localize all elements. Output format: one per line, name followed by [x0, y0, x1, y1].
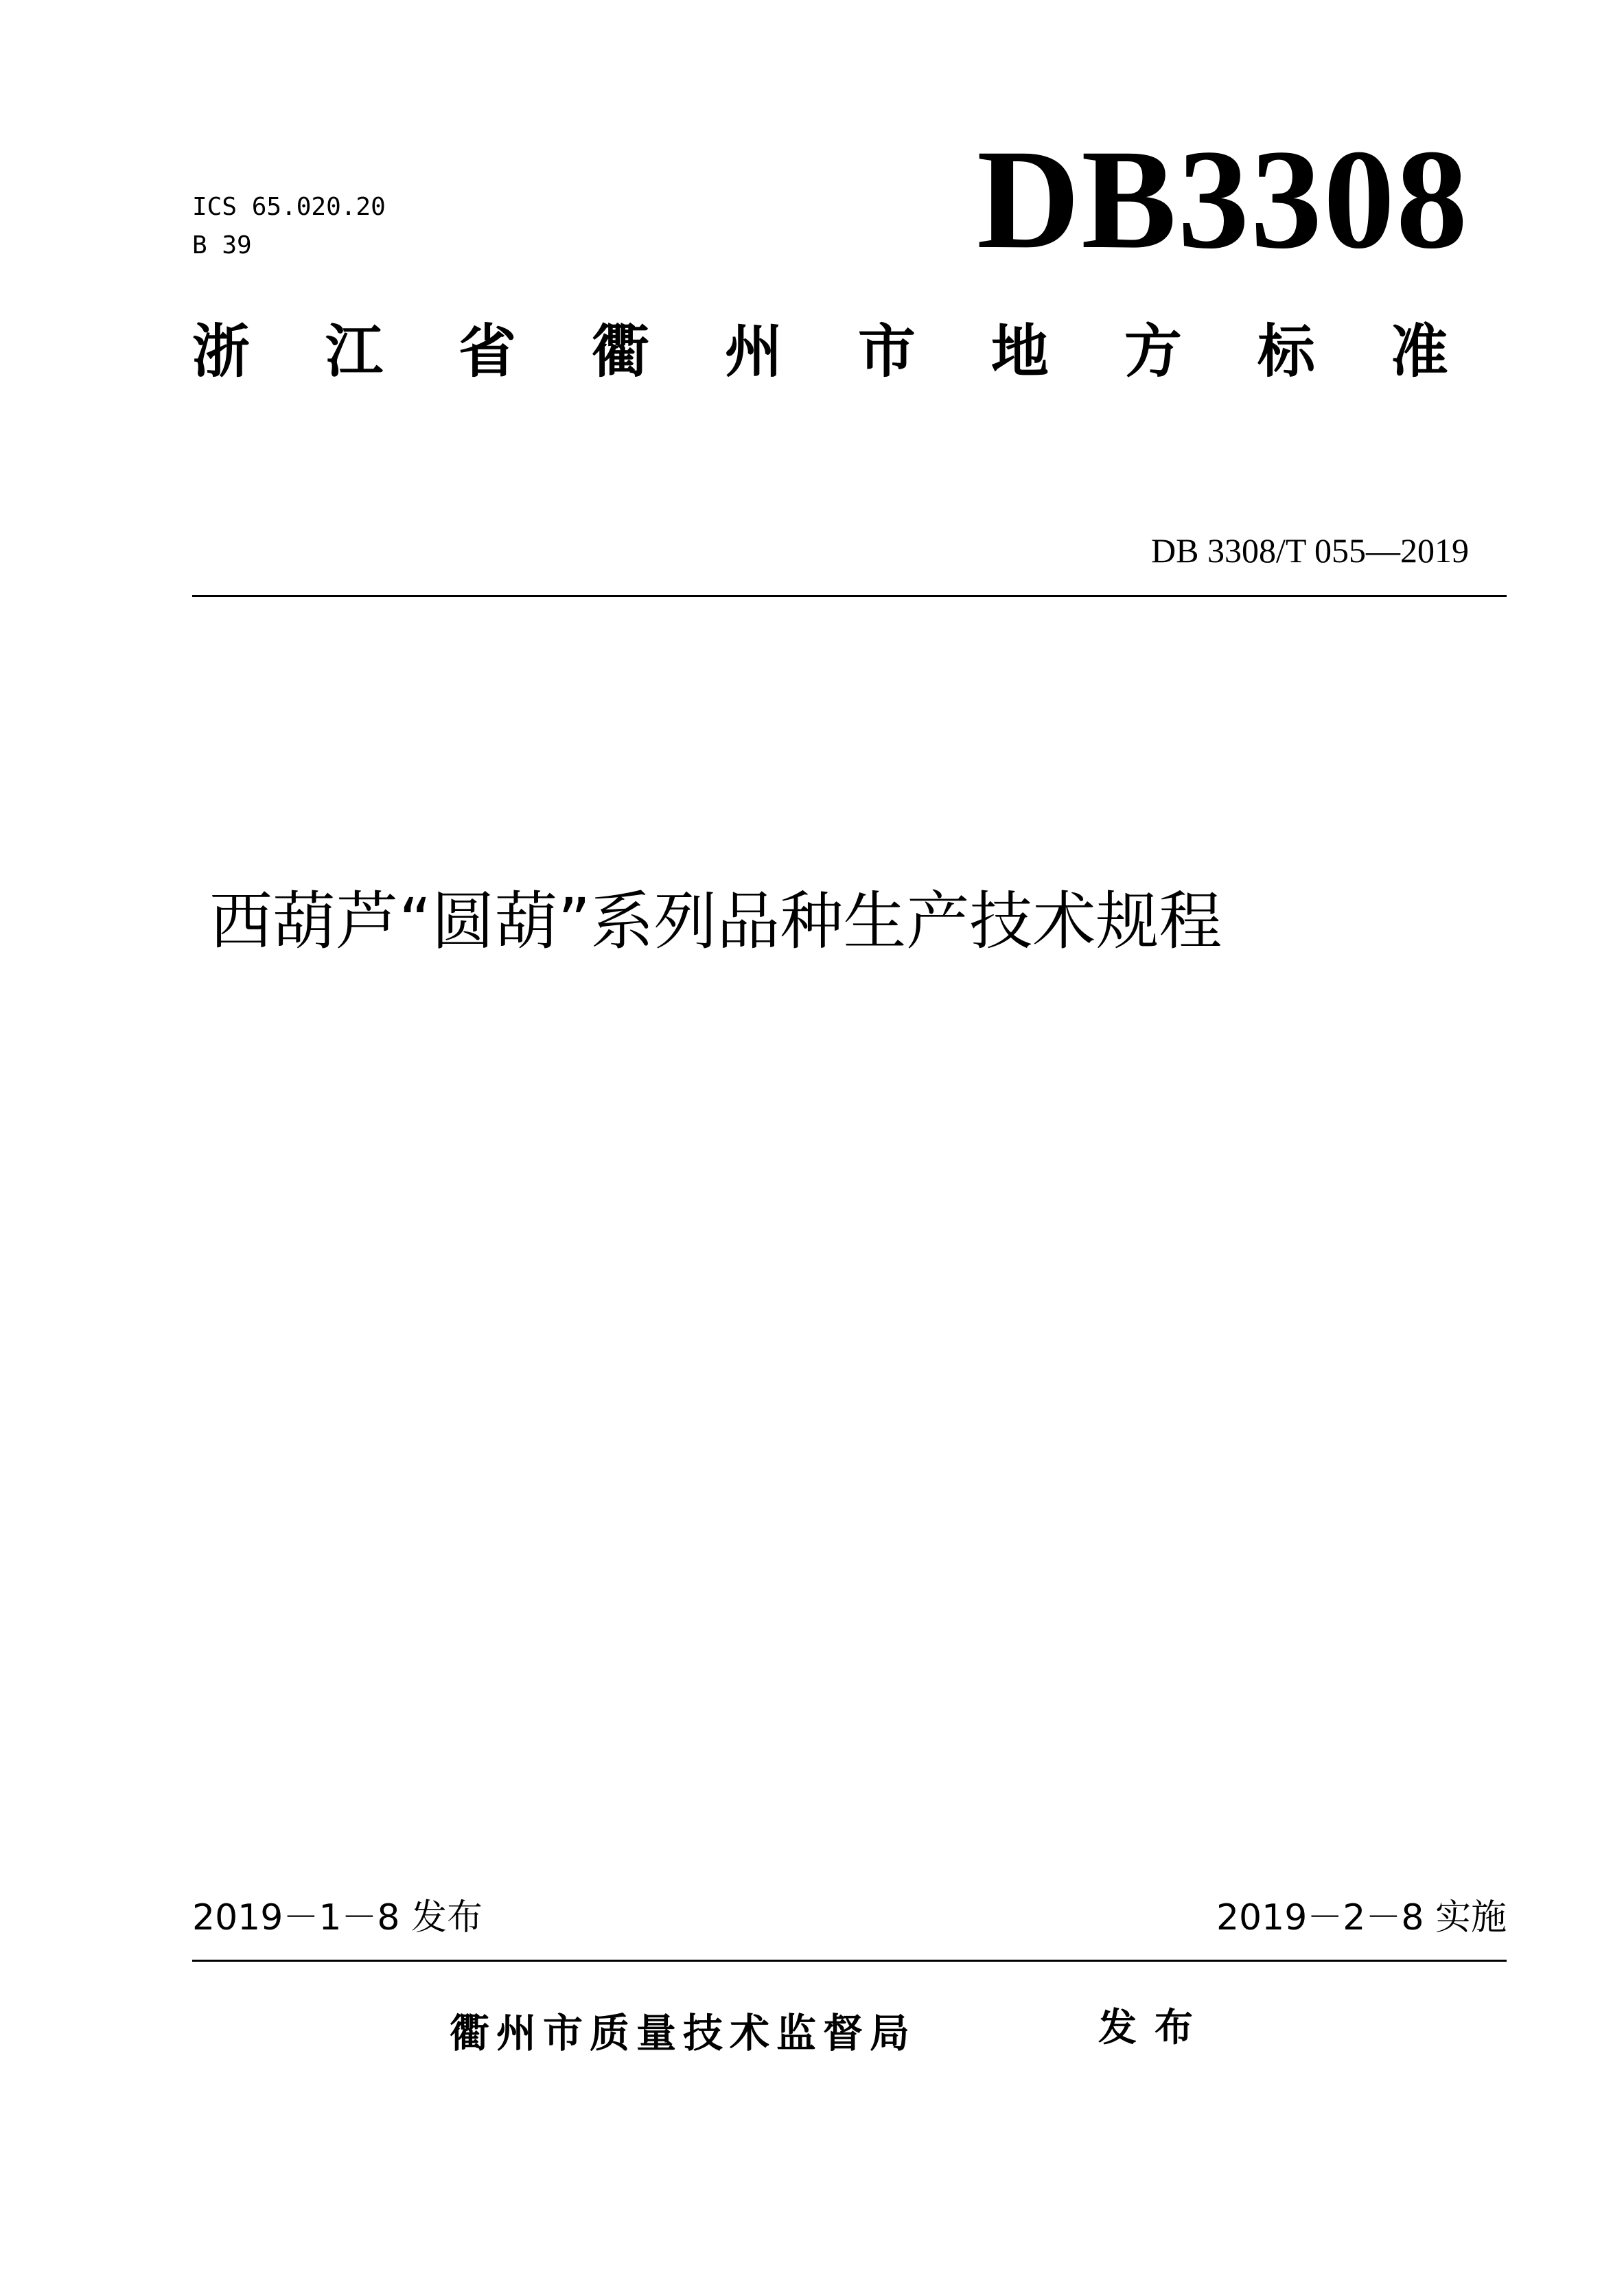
organization-char: 地 [990, 318, 1049, 385]
organization-name [192, 317, 1448, 386]
implementation-date: 2019－2－8 实施 [1216, 1897, 1507, 1938]
organization-char: 准 [1390, 318, 1448, 385]
top-divider [192, 595, 1507, 597]
organization-char: 市 [857, 318, 916, 385]
bottom-divider [192, 1960, 1507, 1962]
organization-char: 江 [325, 318, 383, 385]
classification-code: B 39 [192, 231, 252, 259]
issuing-authority: 衢州市质量技术监督局 [450, 2010, 917, 2056]
standard-code-large: DB3308 [977, 120, 1469, 278]
organization-char: 衢 [591, 318, 649, 385]
organization-char: 州 [724, 318, 782, 385]
organization-char: 方 [1124, 318, 1182, 385]
document-title: 西葫芦“圆葫”系列品种生产技术规程 [209, 885, 1222, 958]
organization-char: 省 [458, 318, 516, 385]
ics-code: ICS 65.020.20 [192, 193, 386, 221]
issue-date: 2019－1－8 发布 [192, 1897, 483, 1938]
standard-number: DB 3308/T 055—2019 [1151, 531, 1469, 570]
issuing-authority-suffix: 发布 [1098, 2006, 1211, 2050]
organization-char: 浙 [192, 318, 251, 385]
organization-char: 标 [1257, 318, 1315, 385]
